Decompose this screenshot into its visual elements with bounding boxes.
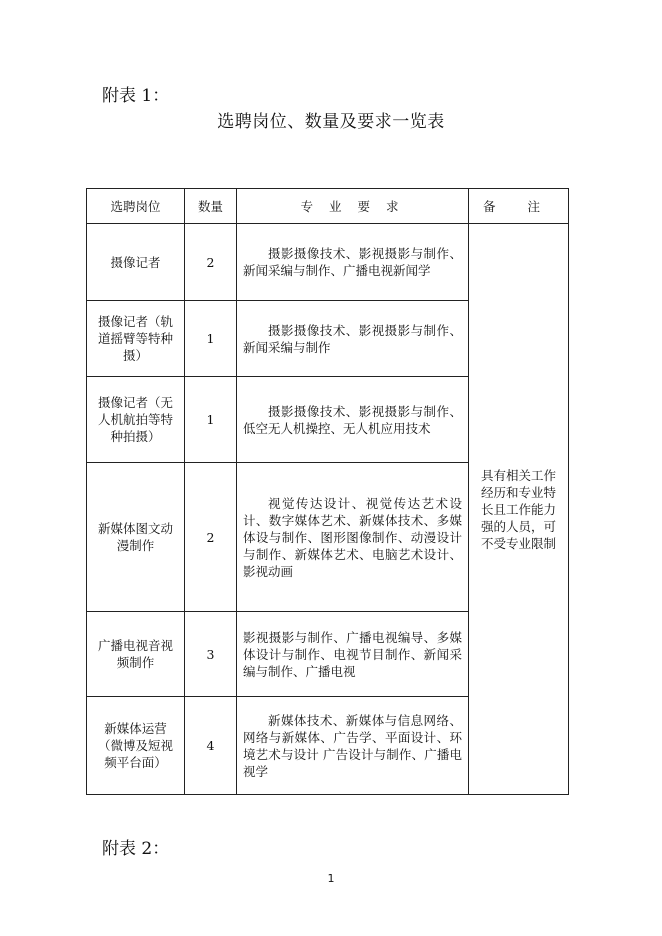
count-cell: 4 xyxy=(185,697,237,795)
position-cell: 摄像记者 xyxy=(87,224,185,301)
header-count: 数量 xyxy=(185,189,237,224)
requirement-cell: 影视摄影与制作、广播电视编导、多媒体设计与制作、电视节目制作、新闻采编与制作、广播电视 xyxy=(237,612,469,697)
requirement-cell: 摄影摄像技术、影视摄影与制作、新闻采编与制作 xyxy=(237,301,469,377)
count-cell: 2 xyxy=(185,224,237,301)
header-note: 备 注 xyxy=(469,189,569,224)
count-cell: 1 xyxy=(185,301,237,377)
table-header-row xyxy=(87,189,569,224)
page-number: 1 xyxy=(327,872,335,885)
position-cell: 新媒体图文动漫制作 xyxy=(87,463,185,612)
position-cell: 广播电视音视频制作 xyxy=(87,612,185,697)
appendix-1-label: 附表 1： xyxy=(102,86,170,106)
requirement-cell: 新媒体技术、新媒体与信息网络、网络与新媒体、广告学、平面设计、环境艺术与设计 广告设计与制作、广播电视学 xyxy=(237,697,469,795)
positions-table xyxy=(86,188,569,795)
note-cell: 具有相关工作经历和专业特长且工作能力强的人员，可不受专业限制 xyxy=(469,224,569,795)
table-row xyxy=(87,224,569,301)
count-cell: 3 xyxy=(185,612,237,697)
header-requirement: 专 业 要 求 xyxy=(237,189,469,224)
requirement-cell: 摄影摄像技术、影视摄影与制作、新闻采编与制作、广播电视新闻学 xyxy=(237,224,469,301)
count-cell: 2 xyxy=(185,463,237,612)
position-cell: 新媒体运营（微博及短视频平台面） xyxy=(87,697,185,795)
position-cell: 摄像记者（轨道摇臂等特种摄） xyxy=(87,301,185,377)
requirement-cell: 摄影摄像技术、影视摄影与制作、低空无人机操控、无人机应用技术 xyxy=(237,377,469,463)
header-position: 选聘岗位 xyxy=(87,189,185,224)
count-cell: 1 xyxy=(185,377,237,463)
requirement-cell: 视觉传达设计、视觉传达艺术设计、数字媒体艺术、新媒体技术、多媒体设与制作、图形图像制作、动漫设计与制作、新媒体艺术、电脑艺术设计、影视动画 xyxy=(237,463,469,612)
table-title: 选聘岗位、数量及要求一览表 xyxy=(217,112,445,132)
position-cell: 摄像记者（无人机航拍等特种拍摄） xyxy=(87,377,185,463)
appendix-2-label: 附表 2： xyxy=(102,839,170,859)
